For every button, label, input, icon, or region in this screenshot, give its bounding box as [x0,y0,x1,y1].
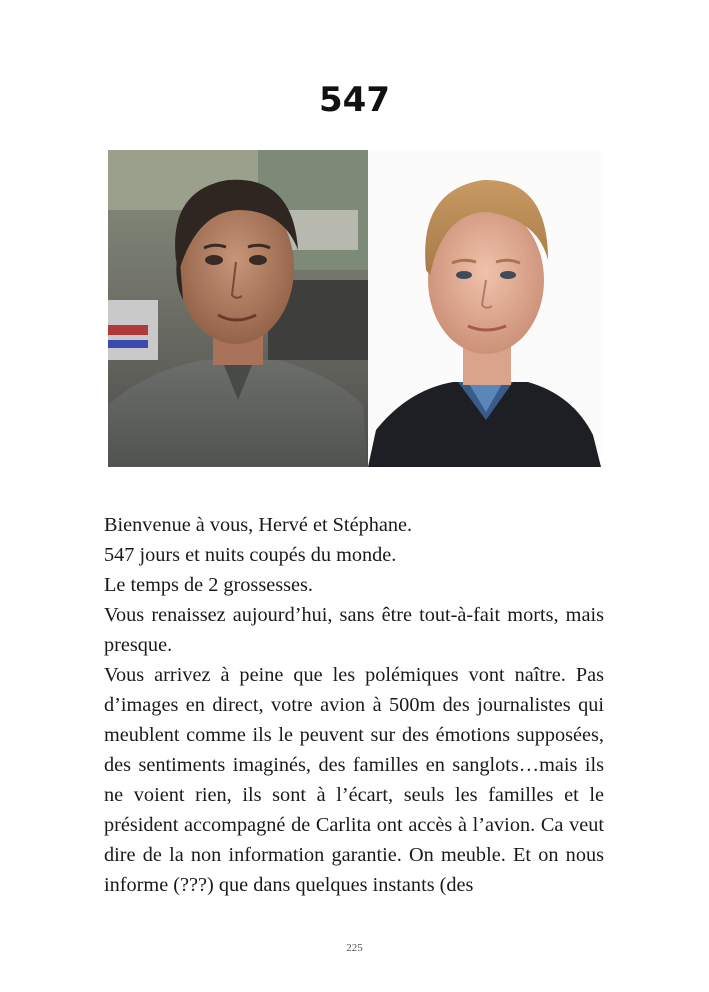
article-body [104,510,604,900]
photo-stephane [368,150,601,467]
photo-herve [108,150,368,467]
paragraph: 547 jours et nuits coupés du monde. [104,544,397,566]
paragraph: Vous arrivez à peine que les polémiques vont naître. Pas d’images en direct, votre avion à 500m des journalistes qui meublent comme ils le peuvent sur des émotions supposées, des sentiments imaginés, des familles en sanglots…mais ils ne voient rien, ils sont à l’écart, seuls les familles et le président accompagné de Carlita ont accès à l’avion. Ca veut dire de la non information garantie. On meuble. Et on nous informe (???) que dans quelques instants (des [104,664,604,896]
paragraph: Le temps de 2 grossesses. [104,574,313,596]
page-number: 225 [346,942,363,954]
paragraph: Bienvenue à vous, Hervé et Stéphane. [104,514,413,536]
paragraph: Vous renaissez aujourd’hui, sans être tout-à-fait morts, mais presque. [104,604,604,656]
portrait-photos [108,150,601,467]
page-title: 547 [319,80,390,120]
